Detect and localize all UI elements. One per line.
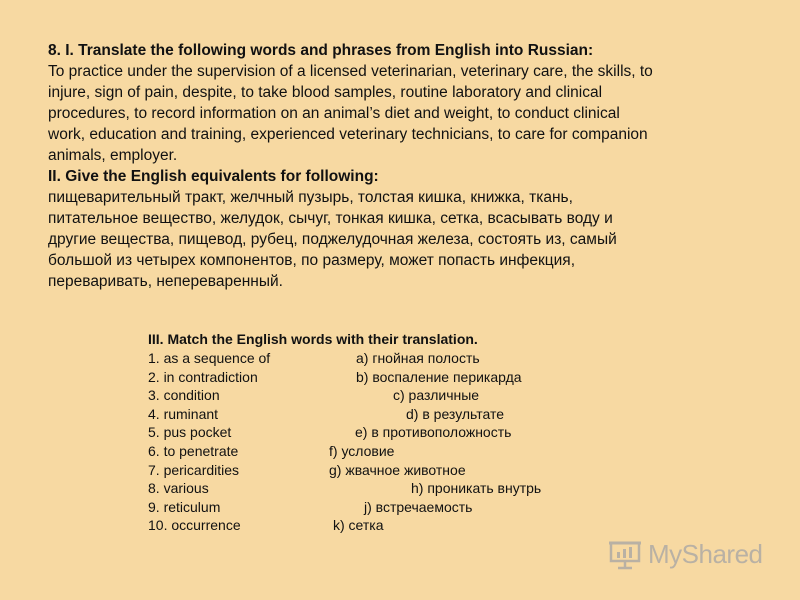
match-row [148, 386, 608, 405]
match-russian: d) в результате [406, 405, 505, 422]
match-russian: f) условие [329, 442, 395, 459]
match-english: 8. various [148, 480, 209, 497]
exercise-2-line: большой из четырех компонентов, по размеру, может попасть инфекция, [48, 252, 575, 269]
exercise-1-heading: 8. I. Translate the following words and phrases from English into Russian: [48, 42, 594, 59]
match-row [148, 498, 608, 517]
match-row [148, 423, 608, 442]
match-english: 6. to penetrate [148, 442, 239, 459]
match-english: 1. as a sequence of [148, 350, 271, 366]
match-row [148, 349, 608, 368]
exercise-2-line: другие вещества, пищевод, рубец, поджелудочная железа, состоять из, самый [48, 231, 617, 248]
match-row [148, 368, 608, 387]
match-english: 5. pus pocket [148, 424, 232, 441]
match-row [148, 405, 608, 424]
match-row [148, 461, 608, 480]
match-english: 9. reticulum [148, 498, 221, 515]
exercise-2-line: питательное вещество, желудок, сычуг, тонкая кишка, сетка, всасывать воду и [48, 210, 613, 227]
match-row [148, 516, 608, 535]
match-russian: h) проникать внутрь [411, 480, 542, 497]
match-english: 2. in contradiction [148, 368, 258, 385]
exercise-text [48, 40, 764, 292]
exercise-1-line: To practice under the supervision of a licensed veterinarian, veterinary care, the skills, to [48, 63, 653, 80]
match-russian: g) жвачное животное [329, 461, 466, 478]
match-russian: j) встречаемость [364, 498, 473, 515]
exercise-1-line: animals, employer. [48, 147, 178, 164]
match-russian: c) различные [393, 387, 480, 404]
watermark [608, 536, 768, 572]
match-english: 3. condition [148, 387, 220, 404]
match-row [148, 442, 608, 461]
match-english: 7. pericardities [148, 461, 240, 478]
match-russian: a) гнойная полость [356, 350, 480, 366]
matching-exercise [148, 330, 608, 535]
match-russian: b) воспаление перикарда [356, 368, 522, 385]
watermark-text: MyShared [648, 538, 763, 569]
match-english: 4. ruminant [148, 405, 219, 422]
exercise-2-line: переваривать, непереваренный. [48, 273, 283, 290]
exercise-3-heading: III. Match the English words with their translation. [148, 331, 478, 347]
exercise-2-line: пищеварительный тракт, желчный пузырь, толстая кишка, книжка, ткань, [48, 189, 573, 206]
exercise-1-line: work, education and training, experienced veterinary technicians, to care for companion [48, 126, 648, 143]
match-row [148, 479, 608, 498]
exercise-1-line: injure, sign of pain, despite, to take blood samples, routine laboratory and clinical [48, 84, 603, 101]
match-russian: e) в противоположность [355, 424, 512, 441]
exercise-2-heading: II. Give the English equivalents for following: [48, 168, 379, 185]
exercise-1-line: procedures, to record information on an animal’s diet and weight, to conduct clinical [48, 105, 620, 122]
match-russian: k) сетка [333, 517, 384, 534]
match-english: 10. occurrence [148, 517, 241, 534]
presentation-board-icon [608, 537, 642, 571]
